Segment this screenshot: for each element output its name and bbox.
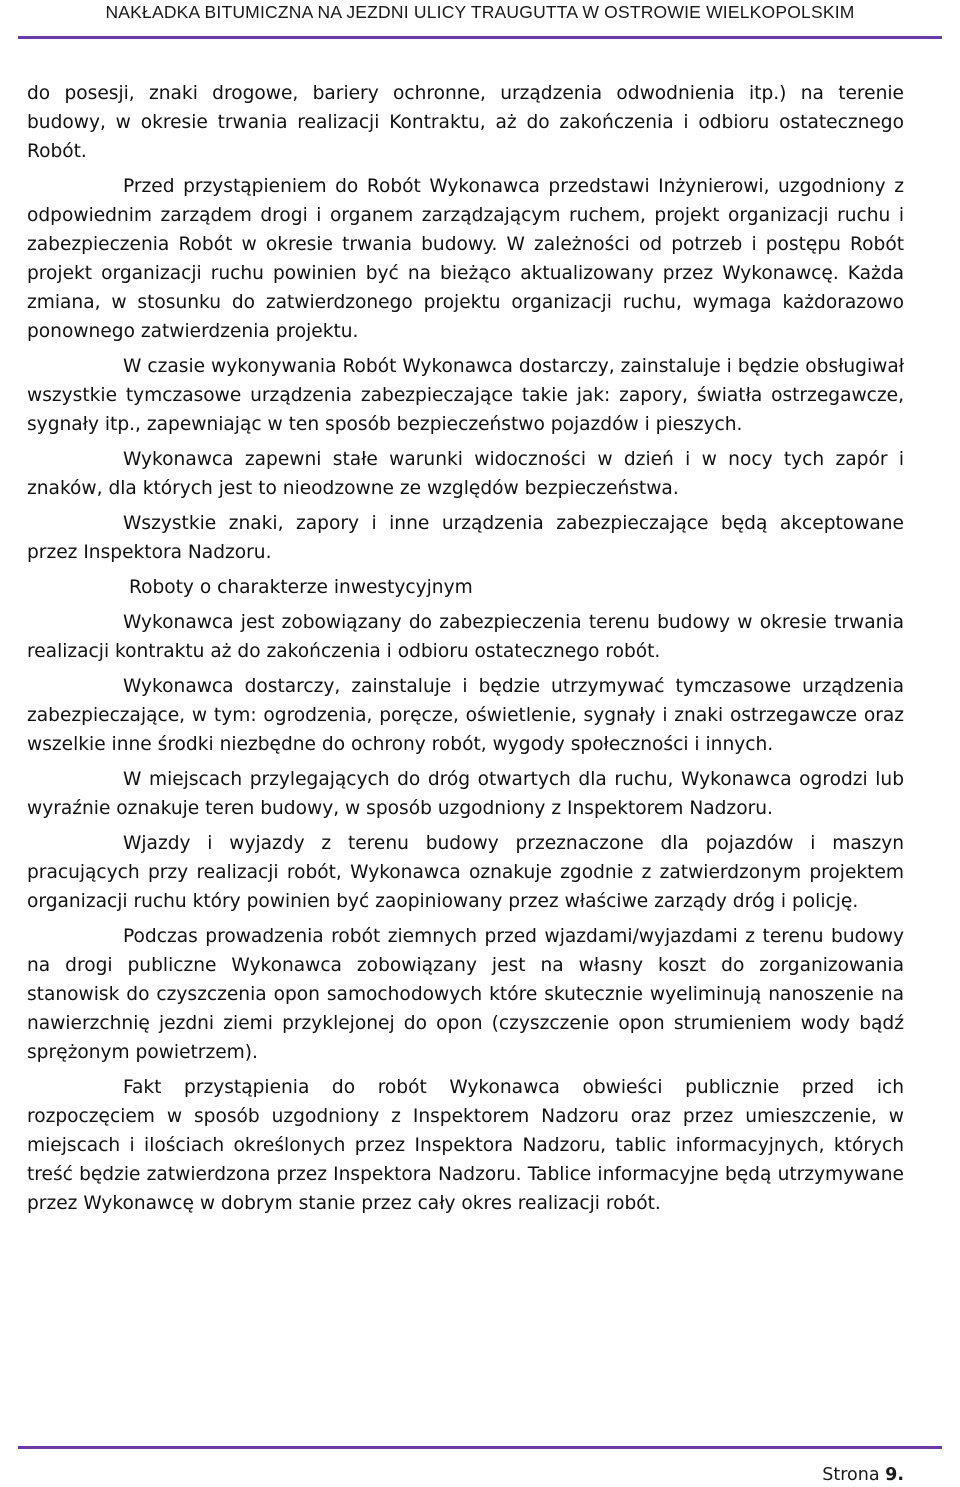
footer-divider	[18, 1446, 942, 1449]
running-header-title: NAKŁADKA BITUMICZNA NA JEZDNI ULICY TRAUGUTTA W OSTROWIE WIELKOPOLSKIM	[105, 2, 855, 22]
header-divider	[18, 36, 942, 39]
paragraph-entrances: Wjazdy i wyjazdy z terenu budowy przeznaczone dla pojazdów i maszyn pracujących przy realizacji robót, Wykonawca oznakuje zgodnie z zatwierdzonym projektem organizacji ruchu który powinien być zaopiniowany przez właściwe zarządy dróg i policję.	[27, 833, 904, 912]
paragraph-tire-cleaning: Podczas prowadzenia robót ziemnych przed wjazdami/wyjazdami z terenu budowy na drogi publiczne Wykonawca zobowiązany jest na własny koszt do zorganizowania stanowisk do czyszczenia opon samochodowych które skutecznie wyeliminują nanoszenie na nawierzchnię jezdni ziemi przyklejonej do opon (czyszczenie opon strumieniem wody bądź sprężonym powietrzem).	[27, 926, 904, 1063]
paragraph-acceptance: Wszystkie znaki, zapory i inne urządzenia zabezpieczające będą akceptowane przez Inspektora Nadzoru.	[27, 513, 904, 563]
paragraph-fencing: W miejscach przylegających do dróg otwartych dla ruchu, Wykonawca ogrodzi lub wyraźnie oznakuje teren budowy, w sposób uzgodniony z Inspektorem Nadzoru.	[27, 769, 904, 819]
paragraph-safety-devices: W czasie wykonywania Robót Wykonawca dostarczy, zainstaluje i będzie obsługiwał wszystkie tymczasowe urządzenia zabezpieczające takie jak: zapory, światła ostrzegawcze, sygnały itp., zapewniając w ten sposób bezpieczeństwo pojazdów i pieszych.	[27, 356, 904, 435]
page-label: Strona	[822, 1465, 880, 1485]
paragraph-public-notice: Fakt przystąpienia do robót Wykonawca obwieści publicznie przed ich rozpoczęciem w sposób uzgodniony z Inspektorem Nadzoru oraz przez umieszczenie, w miejscach i ilościach określonych przez Inspektora Nadzoru, tablic informacyjnych, których treść będzie zatwierdzona przez Inspektora Nadzoru. Tablice informacyjne będą utrzymywane przez Wykonawcę w dobrym stanie przez cały okres realizacji robót.	[27, 1077, 904, 1214]
paragraph-temporary-devices: Wykonawca dostarczy, zainstaluje i będzie utrzymywać tymczasowe urządzenia zabezpieczające, w tym: ogrodzenia, poręcze, oświetlenie, sygnały i znaki ostrzegawcze oraz wszelkie inne środki niezbędne do ochrony robót, wygody społeczności i innych.	[27, 676, 904, 755]
paragraph-continuation: do posesji, znaki drogowe, bariery ochronne, urządzenia odwodnienia itp.) na terenie budowy, w okresie trwania realizacji Kontraktu, aż do zakończenia i odbioru ostatecznego Robót.	[27, 83, 904, 162]
body-text	[27, 79, 904, 1224]
paragraph-traffic-plan: Przed przystąpieniem do Robót Wykonawca przedstawi Inżynierowi, uzgodniony z odpowiednim zarządem drogi i organem zarządzającym ruchem, projekt organizacji ruchu i zabezpieczenia Robót w okresie trwania budowy. W zależności od potrzeb i postępu Robót projekt organizacji ruchu powinien być na bieżąco aktualizowany przez Wykonawcę. Każda zmiana, w stosunku do zatwierdzonego projektu organizacji ruchu, wymaga każdorazowo ponownego zatwierdzenia projektu.	[27, 176, 904, 342]
section-subheading: Roboty o charakterze inwestycyjnym	[129, 577, 473, 598]
page-number	[822, 1465, 904, 1485]
paragraph-site-protection: Wykonawca jest zobowiązany do zabezpieczenia terenu budowy w okresie trwania realizacji kontraktu aż do zakończenia i odbioru ostatecznego robót.	[27, 612, 904, 662]
page-number-value: 9.	[885, 1465, 904, 1485]
paragraph-visibility: Wykonawca zapewni stałe warunki widoczności w dzień i w nocy tych zapór i znaków, dla których jest to nieodzowne ze względów bezpieczeństwa.	[27, 449, 904, 499]
